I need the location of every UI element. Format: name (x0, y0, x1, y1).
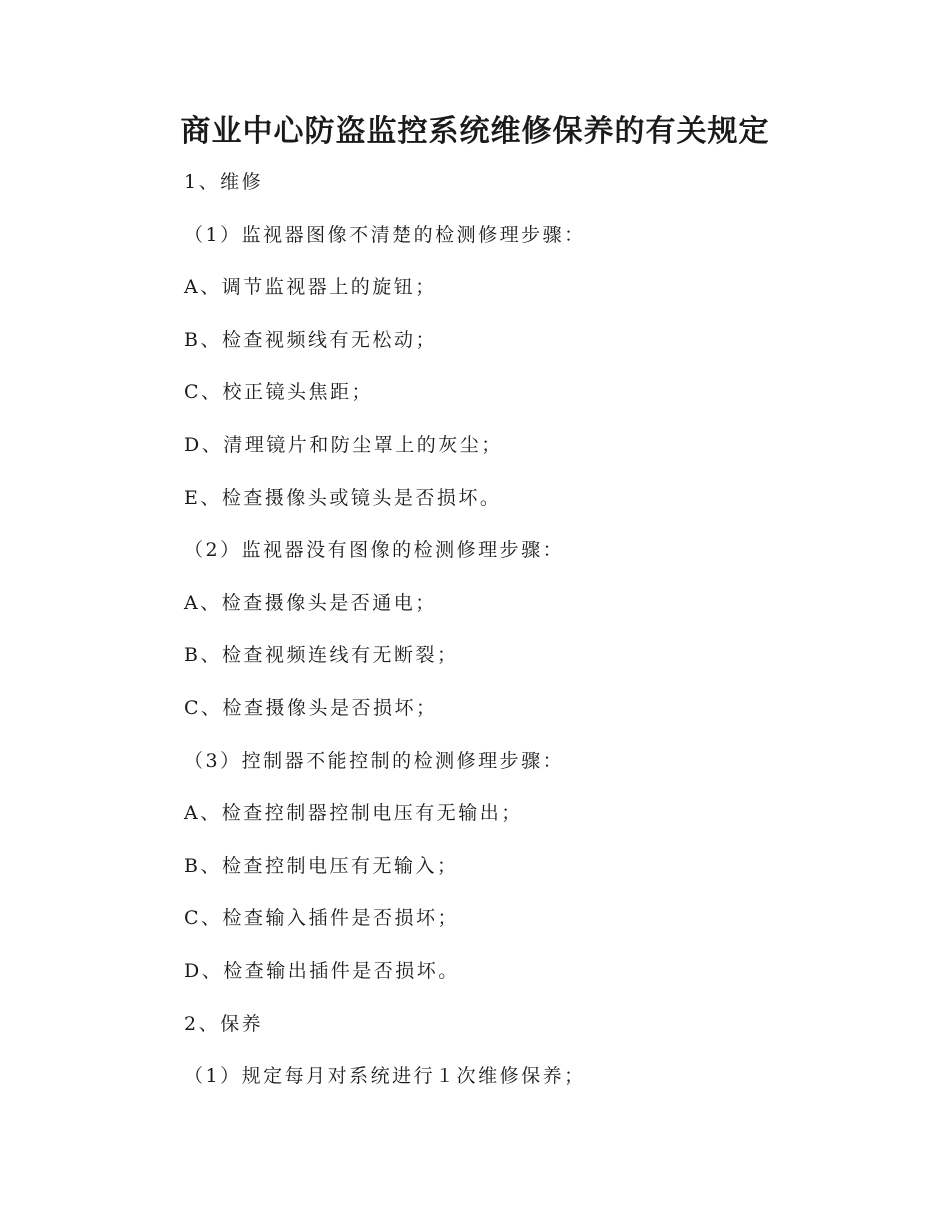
subsection-heading: （2）监视器没有图像的检测修理步骤： (184, 539, 565, 562)
list-item: B、检查视频线有无松动； (184, 328, 437, 351)
subsection-heading: （1）监视器图像不清楚的检测修理步骤： (184, 223, 586, 246)
document-title: 商业中心防盗监控系统维修保养的有关规定 (180, 114, 770, 149)
list-item: D、检查输出插件是否损坏。 (184, 959, 460, 982)
list-item: E、检查摄像头或镜头是否损坏。 (184, 486, 502, 509)
list-item: B、检查视频连线有无断裂； (184, 644, 459, 667)
subsection-heading: （1）规定每月对系统进行１次维修保养； (184, 1065, 586, 1088)
list-item: A、检查摄像头是否通电； (184, 591, 437, 614)
subsection-heading: （3）控制器不能控制的检测修理步骤： (184, 749, 565, 772)
section-heading: 1、维修 (184, 171, 264, 193)
list-item: C、检查输入插件是否损坏； (184, 907, 460, 930)
list-item: A、检查控制器控制电压有无输出； (184, 802, 523, 825)
list-item: D、清理镜片和防尘罩上的灰尘； (184, 433, 503, 456)
document-body (184, 166, 884, 1113)
section-heading: 2、保养 (184, 1012, 264, 1035)
list-item: A、调节监视器上的旋钮； (184, 276, 437, 299)
list-item: C、检查摄像头是否损坏； (184, 696, 438, 719)
list-item: B、检查控制电压有无输入； (184, 854, 459, 877)
list-item: C、校正镜头焦距； (184, 381, 374, 404)
